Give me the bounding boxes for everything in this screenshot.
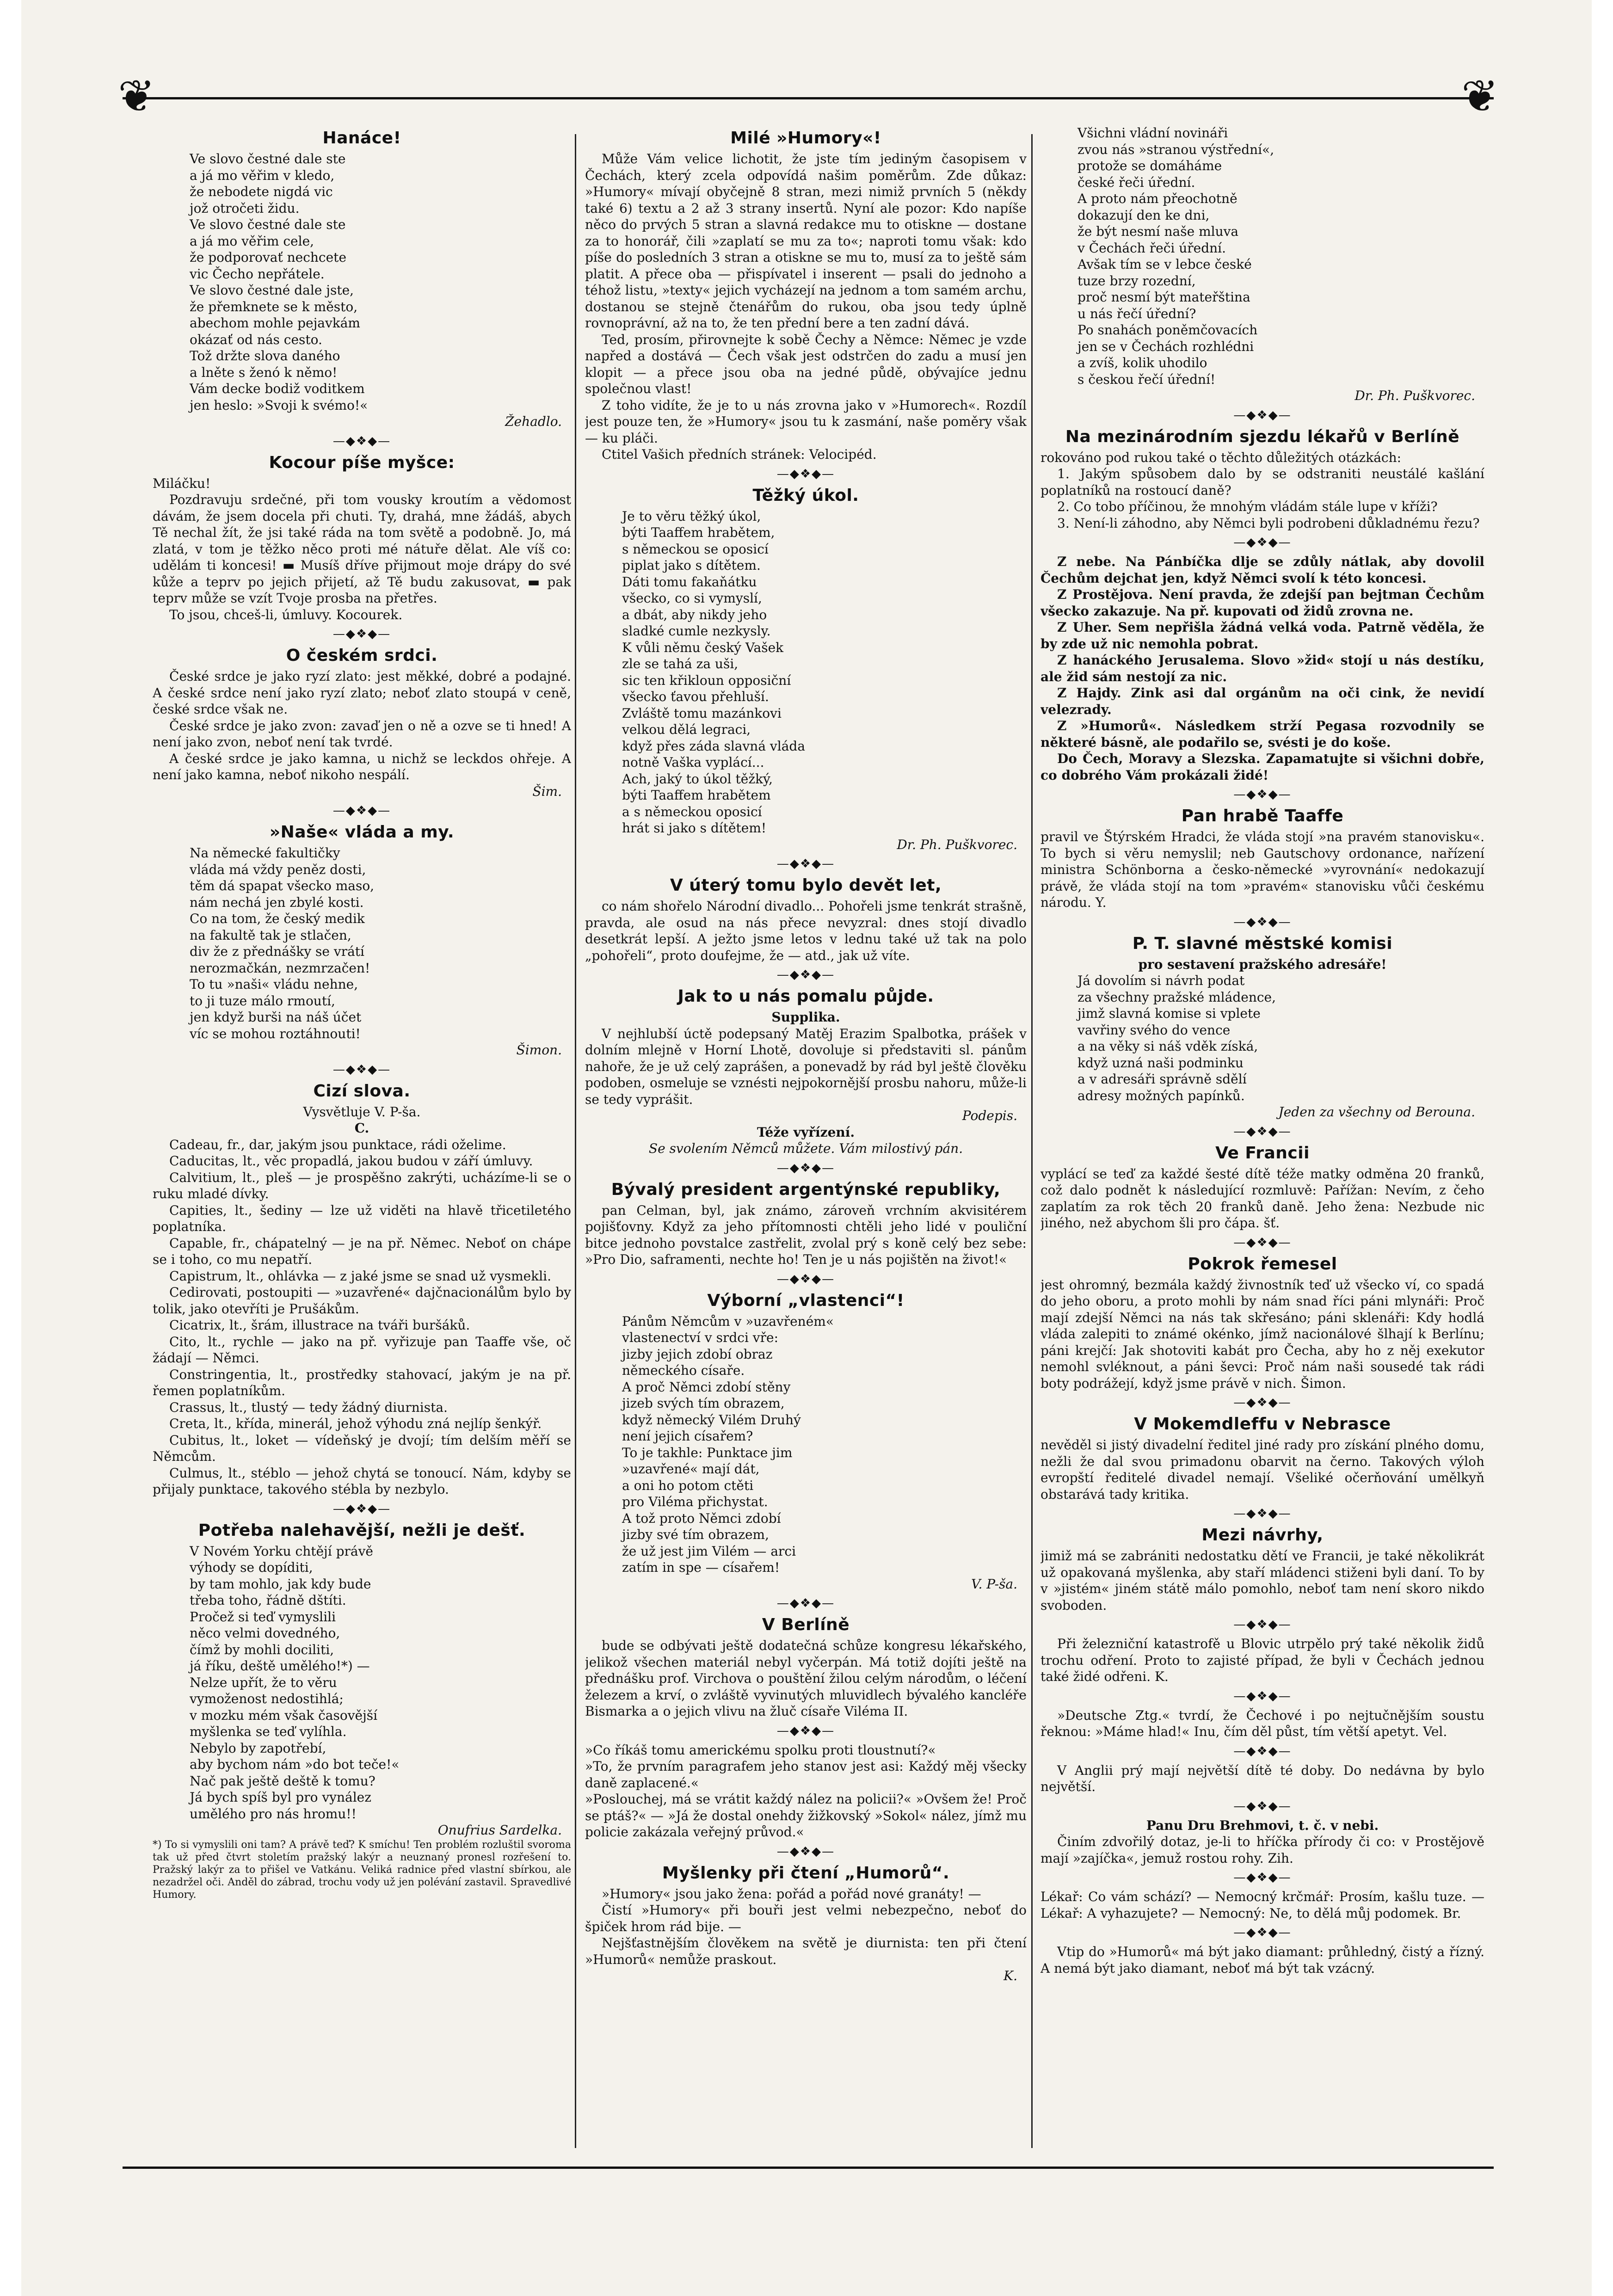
- poem-line: zatím in spe — císařem!: [622, 1560, 780, 1575]
- poem-line: Na německé fakultičky: [190, 845, 340, 861]
- poem-line: sic ten křikloun opposiční: [622, 672, 791, 688]
- section-divider: —◆❖◆—: [1233, 1235, 1292, 1250]
- poem-line: třeba toho, řádně dštíti.: [190, 1593, 346, 1608]
- column-rule-2: [1031, 134, 1033, 2148]
- section-divider: —◆❖◆—: [332, 1502, 391, 1516]
- paragraph: Lékař: Co vám schází? — Nemocný krčmář: Prosím, kašlu tuze. — Lékař: A vyhazujete? — Nemocný: Ne, to dělá můj podomek. Br.: [1040, 1889, 1484, 1921]
- column-middle: [585, 125, 1027, 2136]
- poem-line: vavřiny svého do vence: [1077, 1022, 1231, 1038]
- section-divider: —◆❖◆—: [1233, 788, 1292, 801]
- section-divider: —◆❖◆—: [776, 1272, 835, 1286]
- poem-line: okázať od nás cesto.: [190, 332, 322, 347]
- poem-line: jizeb svých tím obrazem,: [622, 1396, 785, 1411]
- paragraph: A české srdce je jako kamna, u nichž se leckdos ohřeje. A není jako kamna, neboť nikoho nespálí.: [153, 751, 571, 782]
- corner-ornament-right-icon: ❦: [1461, 70, 1499, 122]
- section-divider: —◆❖◆—: [776, 968, 835, 982]
- poem-line: protože se domáháme: [1077, 158, 1222, 173]
- article-headline: Na mezinárodním sjezdu lékařů v Berlíně: [1065, 427, 1460, 446]
- poem-line: víc se mohou roztáhnouti!: [190, 1026, 361, 1041]
- article-headline: Pokrok řemesel: [1188, 1254, 1337, 1274]
- poem-line: hrát si jako s dítětem!: [622, 820, 767, 836]
- footnote: *) To si vymyslili oni tam? A právě teď? K smíchu! Ten problém rozluštil svoroma tak už před čtvrt stoletím pražský lakýr a neuznaný pronesl rozřešení to. Pražský lakýr za to přišel ve Vatkánu. Veliká radnice před vlastní sbírkou, ale nezadržel oči. Anděl do zábrad, trochu vody už jen polévání zastavil. Spravedlivé Humory.: [153, 1839, 571, 1901]
- poem-line: Co na tom, že český medik: [190, 911, 365, 926]
- section-divider: —◆❖◆—: [1233, 408, 1292, 422]
- poem-line: v mozku mém však časovější: [190, 1707, 378, 1723]
- section-divider: —◆❖◆—: [1233, 1396, 1292, 1410]
- paragraph: Cito, lt., rychle — jako na př. vyřizuje pan Taaffe vše, oč žádají — Němci.: [153, 1334, 571, 1366]
- paragraph: 3. Není-li záhodno, aby Němci byli podrobeni důkladnému řezu?: [1057, 515, 1480, 531]
- section-divider: —◆❖◆—: [1233, 1507, 1292, 1520]
- poem-block: [1040, 125, 1484, 388]
- poem-line: by tam mohlo, jak kdy bude: [190, 1576, 371, 1592]
- poem-block: [585, 1313, 1027, 1576]
- paragraph: »Co říkáš tomu americkému spolku proti tloustnutí?«: [585, 1742, 936, 1758]
- paragraph: V Anglii prý mají největší dítě té doby. Do nedávna by bylo největší.: [1040, 1762, 1484, 1794]
- poem-line: v Čechách řeči úřední.: [1077, 240, 1226, 256]
- byline: V. P-ša.: [971, 1576, 1017, 1592]
- paragraph: Může Vám velice lichotit, že jste tím jediným časopisem v Čechách, který zcela odpovídá našim poměrům. Zde důkaz: »Humory« mívají obyčejně 8 stran, mezi nimiž prvních 5 (někdy také 6) textu a 2 až 3 strany insertů. Nyní ale pozor: Kdo napíše něco do prvých 5 stran a slavná redakce mu to otiskne — dostane za to honorář, čili »zaplatí se mu za to«; naproti tomu však: kdo píše do posledních 3 stran a otiskne se mu to, musí za to ještě sám platit. A přece oba — přispívatel i inserent — psali do jednoho a téhož listu, »texty« jejich vycházejí na jednom a tom samém archu, dostanou se stejně čtenářům do rukou, oba jsou tedy úplně rovnoprávní, až na to, že ten přední bere a ten zadní dává.: [585, 151, 1027, 331]
- byline: Onufrius Sardelka.: [437, 1822, 562, 1838]
- section-divider: —◆❖◆—: [1233, 1871, 1292, 1884]
- paragraph: jimiž má se zabrániti nedostatku dětí ve Francii, je také několikrát už opakovaná myšlenka, aby staří mládenci stiženi byli daní. To by v »jistém« jiném státě málo pomohlo, neboť tam není skoro nikdo svoboden.: [1040, 1548, 1484, 1613]
- poem-line: a zvíš, kolik uhodilo: [1077, 355, 1207, 370]
- byline: Žehadlo.: [505, 414, 562, 429]
- paragraph: Constringentia, lt., prostředky stahovací, jakým je na př. řemen poplatníkům.: [153, 1367, 571, 1398]
- paragraph: Capable, fr., chápatelný — je na př. Němec. Neboť on chápe se i toho, co mu nepatří.: [153, 1235, 571, 1267]
- poem-line: a oni ho potom ctěti: [622, 1477, 754, 1493]
- paragraph: nevěděl si jistý divadelní ředitel jiné rady pro získání plného domu, nežli že dal svou primadonu obarvit na černo. Takových výloh evropští ředitelé divadel nemají. Všeliké očerňování umělkyň obstarává tady kritika.: [1040, 1437, 1484, 1502]
- paragraph: »Humory« jsou jako žena: pořád a pořád nové granáty! —: [602, 1886, 981, 1902]
- paragraph: Crassus, lt., tlustý — tedy žádný diurnista.: [169, 1399, 448, 1415]
- byline: Dr. Ph. Puškvorec.: [1354, 388, 1475, 403]
- paragraph: Činím zdvořilý dotaz, je-li to hříčka přírody či co: v Prostějově mají »zajíčka«, jemuž rostou rohy. Zih.: [1040, 1834, 1484, 1866]
- poem-line: německého císaře.: [622, 1363, 745, 1378]
- poem-line: Pročež si teď vymyslili: [190, 1609, 336, 1625]
- poem-line: něco velmi dovedného,: [190, 1625, 340, 1641]
- poem-line: jen se v Čechách rozhlédni: [1077, 339, 1254, 354]
- paragraph: 2. Co tobo příčinou, že mnohým vládám stále lupe v kříži?: [1057, 499, 1438, 514]
- section-divider: —◆❖◆—: [332, 1062, 391, 1077]
- subheading: Supplika.: [771, 1010, 840, 1025]
- poem-line: sladké cumle nezkysly.: [622, 623, 771, 639]
- poem-line: a já mo věřim v kledo,: [190, 167, 335, 183]
- section-divider: —◆❖◆—: [1233, 915, 1292, 929]
- news-brief: Z nebe. Na Pánbíčka dlje se zdůly nátlak, aby dovolil Čechům dejchat jen, když Němci svolí k této koncesi.: [1040, 554, 1484, 586]
- poem-line: Nebylo by zapotřebí,: [190, 1740, 326, 1756]
- poem-line: a já mo věřim cele,: [190, 233, 314, 249]
- paragraph: »Poslouchej, má se vrátit každý nález na policii?« »Ovšem že! Proč se ptáš?« — »Já že dostal onehdy žižkovský »Sokol« nález, jímž mu policie zakázala veřejný průvod.«: [585, 1791, 1027, 1840]
- subheading: Téže vyřízení.: [757, 1124, 855, 1140]
- byline: Šimon.: [516, 1042, 562, 1058]
- subheading: Panu Dru Brehmovi, t. č. v nebi.: [1146, 1817, 1379, 1833]
- paragraph: Nejšťastnějším člověkem na světě je diurnista: ten při čtení »Humorů« nemůže praskout.: [585, 1935, 1027, 1967]
- paragraph: Caducitas, lt., věc propadlá, jakou budou v září úmluvy.: [169, 1153, 533, 1169]
- poem-line: když přes záda slavná vláda: [622, 738, 806, 754]
- poem-line: jizby své tím obrazem,: [622, 1527, 769, 1542]
- paragraph: V nejhlubší úctě podepsaný Matěj Erazim Spalbotka, prášek v dolním mlejně v Horní Lhotě, dovoluje si představiti sl. pánům nahoře, že je už celý zaprášen, a ponevadž by rád byl ještě člověku podoben, osmeluje se vznésti nejpokornější prosbu nahoru, může-li se tedy vyprášit.: [585, 1026, 1027, 1107]
- section-divider: —◆❖◆—: [776, 1844, 835, 1859]
- poem-line: proč nesmí být mateřština: [1077, 289, 1250, 305]
- poem-line: zvou nás »stranou výstřední«,: [1077, 142, 1274, 157]
- poem-line: a lněte s ženó k němo!: [190, 364, 338, 380]
- poem-line: Já bych spíš byl pro vynález: [190, 1790, 371, 1805]
- news-brief: Z »Humorů«. Následkem strží Pegasa rozvodnily se některé básně, ale podařilo se, svésti je do koše.: [1040, 718, 1484, 750]
- poem-line: Já dovolím si návrh podat: [1077, 973, 1245, 988]
- poem-line: dokazují den ke dni,: [1077, 207, 1210, 223]
- poem-line: tuze brzy rozední,: [1077, 273, 1196, 289]
- poem-line: To je takhle: Punktace jim: [622, 1445, 793, 1460]
- poem-line: A proč Němci zdobí stěny: [622, 1379, 791, 1395]
- poem-line: Vám decke bodiž voditkem: [190, 381, 365, 396]
- section-divider: —◆❖◆—: [776, 1596, 835, 1610]
- article-headline: Mezi návrhy,: [1201, 1526, 1324, 1545]
- poem-line: Ve slovo čestné dale ste: [190, 151, 346, 166]
- section-divider: —◆❖◆—: [1233, 1689, 1292, 1703]
- paragraph: Čistí »Humory« při bouři jest velmi nebezpečno, neboť do špiček hrom rád bije. —: [585, 1902, 1027, 1934]
- poem-line: adresy možných papínků.: [1077, 1088, 1245, 1103]
- poem-line: že přemknete se k město,: [190, 299, 358, 314]
- poem-line: Ach, jaký to úkol těžký,: [622, 771, 773, 787]
- article-headline: V úterý tomu bylo devět let,: [670, 876, 942, 895]
- poem-line: Zvláště tomu mazánkovi: [622, 705, 782, 721]
- poem-line: a v adresáři správně sdělí: [1077, 1071, 1247, 1087]
- column-rule-1: [575, 134, 576, 2148]
- paragraph: Při železniční katastrofě u Blovic utrpělo prý také několik židů trochu odření. Proto to zajisté případ, že byli v Čechách jednou také židé odřeni. K.: [1040, 1636, 1484, 1684]
- news-brief: Do Čech, Moravy a Slezska. Zapamatujte si všichni dobře, co dobrého Vám prokázali židé!: [1040, 751, 1484, 783]
- paragraph: To jsou, chceš-li, úmluvy. Kocourek.: [169, 607, 403, 622]
- byline: Dr. Ph. Puškvorec.: [897, 837, 1017, 852]
- paragraph: co nám shořelo Národní divadlo... Pohořeli jsme tenkrát strašně, pravda, ale osud na nás přece nevyzral: dnes stojí divadlo desetkrát lepší. A ježto jsme letos v lednu také už tak na polo „pohořeli“, proto doufejme, že — atd., jak už víte.: [585, 899, 1027, 963]
- section-divider: —◆❖◆—: [776, 857, 835, 871]
- article-headline: O českém srdci.: [286, 646, 438, 665]
- article-headline: Výborní „vlastenci“!: [707, 1291, 905, 1310]
- poem-line: české řeči úřední.: [1077, 174, 1195, 190]
- poem-line: jizby jejich zdobí obraz: [622, 1346, 773, 1362]
- poem-line: to ji tuze málo rmoutí,: [190, 993, 335, 1009]
- poem-line: umělého pro nás hromu!!: [190, 1806, 357, 1822]
- poem-block: [153, 845, 571, 1042]
- paragraph: vyplácí se teď za každé šesté dítě téže matky odměna 20 franků, což dalo podnět k následující rozmluvě: Pařížan: Nevím, z čeho zaplatím za rok těch 20 franků daně. Jeho žena: Nezbude nic jiného, než abychom šli pro čápa. šť.: [1040, 1166, 1484, 1231]
- paragraph: Cubitus, lt., loket — vídeňský je dvojí; tím delším měří se Němcům.: [153, 1432, 571, 1464]
- poem-line: Všichni vládní novináři: [1077, 125, 1228, 141]
- poem-line: a s německou oposicí: [622, 804, 762, 819]
- poem-line: Ve slovo čestné dale ste: [190, 217, 346, 232]
- article-headline: Kocour píše myšce:: [269, 453, 455, 472]
- poem-line: pro Viléma přichystat.: [622, 1494, 768, 1509]
- poem-line: že už jest jim Vilém — arci: [622, 1543, 796, 1559]
- paragraph: 1. Jakým spůsobem dalo by se odstraniti neustálé kašlání poplatníků na rostoucí daně?: [1040, 466, 1484, 498]
- paragraph: Z toho vidíte, že je to u nás zrovna jako v »Humorech«. Rozdíl jest pouze ten, že »Humory« jsou tu k zasmání, naše poměry však — ku pláči.: [585, 397, 1027, 446]
- poem-line: s německou se oposicí: [622, 541, 769, 557]
- poem-line: nerozmačkán, nezmrzačen!: [190, 960, 370, 976]
- poem-line: za všechny pražské mládence,: [1077, 989, 1276, 1005]
- paragraph: České srdce je jako ryzí zlato: jest měkké, dobré a podajné. A české srdce není jako ryzí zlato; neboť zlato stoupá v ceně, české srdce však ne.: [153, 669, 571, 717]
- poem-line: u nás řečí úřední?: [1077, 306, 1196, 321]
- paragraph: Miláčku!: [153, 475, 211, 491]
- news-brief: Z Hajdy. Zink asi dal orgánům na oči cink, že nevidí velezrady.: [1040, 685, 1484, 717]
- section-divider: —◆❖◆—: [1233, 1618, 1292, 1631]
- poem-line: jen heslo: »Svoji k svémo!«: [190, 397, 368, 413]
- poem-line: že podporovať nechcete: [190, 250, 347, 265]
- article-headline: P. T. slavné městské komisi: [1132, 934, 1393, 953]
- paragraph: České srdce je jako zvon: zavaď jen o ně a ozve se ti hned! A není jako zvon, neboť není tak tvrdé.: [153, 718, 571, 750]
- poem-line: abechom mohle pejavkám: [190, 315, 360, 331]
- poem-line: není jejich císařem?: [622, 1428, 753, 1444]
- byline: Šim.: [532, 783, 562, 799]
- page-edge-right: [1592, 0, 1613, 2296]
- poem-line: div že z přednášky se vrátí: [190, 944, 364, 959]
- article-headline: Jak to u nás pomalu půjde.: [677, 987, 934, 1006]
- paragraph: Capities, lt., šediny — lze už viděti na hlavě třicetiletého poplatníka.: [153, 1202, 571, 1234]
- poem-line: Tož držte slova daného: [190, 348, 340, 363]
- paragraph: jest ohromný, bezmála každý živnostník teď už všecko ví, co spadá do jeho oboru, a proto mohli by nám snad říci páni mlynáři: Proč mají zdejší Němci na nás tak skřesáno; páni sklenáři: Kdy hodlá vláda zalepiti to známé okénko, jímž nacionálové šlhají k Berlínu; páni krejčí: Jak shotoviti kabát pro Čecha, aby ho z něj exekutor nemohl svléknout, a páni ševci: Proč nám naši sousedé tak rádi boty podrážejí, když jsme právě v nich. Šimon.: [1040, 1277, 1484, 1391]
- poem-line: já říku, deště umělého!*) —: [190, 1658, 370, 1674]
- paragraph: Vtip do »Humorů« má být jako diamant: průhledný, čistý a řízný. A nemá být jako diamant, neboť má být tak vzácný.: [1040, 1944, 1484, 1976]
- section-divider: —◆❖◆—: [1233, 536, 1292, 549]
- poem-line: Po snahách poněmčovacích: [1077, 322, 1258, 338]
- article-headline: Potřeba nalehavější, nežli je dešť.: [198, 1520, 526, 1540]
- page-edge-left: [0, 0, 21, 2296]
- paragraph: Cadeau, fr., dar, jakým jsou punktace, rádi oželime.: [169, 1137, 506, 1152]
- subtitle: Vysvětluje V. P-ša.: [303, 1104, 421, 1120]
- poem-line: všecko, co si vymyslí,: [622, 591, 762, 606]
- poem-line: notně Vaška vyplácí...: [622, 755, 764, 770]
- poem-line: že být nesmí naše mluva: [1077, 224, 1239, 239]
- column-left: [153, 125, 571, 2136]
- poem-line: V Novém Yorku chtějí právě: [190, 1543, 373, 1559]
- paragraph: Pozdravuju srdečné, při tom vousky kroutím a vědomost dávám, že jsem docela při chuti. Ty, drahá, mne žádáš, abych Tě nechal žít, že jsi také ráda na tom světě a podobně. Jo, má zlatá, v tom je těžko něco proti mé nátuře dělat. Ale víš co: udělám ti koncesi! ▬ Musíš dříve přijmout moje drápy do své kůže a teprv po jejich přijetí, až Tě budu zakusovat, ▬ pak teprv může se vzít Tvoje prosba na přetřes.: [153, 492, 571, 606]
- poem-line: vlastenectví v srdci vře:: [622, 1330, 779, 1345]
- byline: K.: [1004, 1968, 1017, 1983]
- poem-line: myšlenka se teď vylíhla.: [190, 1724, 347, 1739]
- article-headline: »Naše« vláda a my.: [269, 823, 455, 842]
- poem-line: jen když burši na náš účet: [190, 1010, 362, 1025]
- paragraph: Cedirovati, postoupiti — »uzavřené« dajčnacionálům bylo by tolik, jako otevříti je Prušákům.: [153, 1285, 571, 1317]
- poem-line: aby bychom nám »do bot teče!«: [190, 1757, 400, 1772]
- poem-line: zle se tahá za uši,: [622, 656, 739, 671]
- paragraph: Calvitium, lt., pleš — je prospěšno zakrýti, ucházíme-li se o ruku mladé dívky.: [153, 1170, 571, 1201]
- poem-line: Pánům Němcům v »uzavřeném«: [622, 1313, 834, 1329]
- poem-line: Nelze upřít, že to věru: [190, 1674, 337, 1690]
- poem-line: jož otročeti židu.: [190, 200, 300, 216]
- poem-block: [153, 151, 571, 413]
- poem-line: všecko ťavou přehluší.: [622, 689, 769, 704]
- article-headline: Milé »Humory«!: [730, 129, 881, 148]
- news-brief: Z Uher. Sem nepřišla žádná velká voda. Patrně věděla, že by zde už nic nemohla pobrat.: [1040, 620, 1484, 652]
- subheading: C.: [354, 1120, 369, 1136]
- section-divider: —◆❖◆—: [776, 467, 835, 481]
- byline: Podepis.: [962, 1108, 1017, 1123]
- column-right: [1040, 125, 1484, 2136]
- poem-block: [585, 508, 1027, 837]
- section-divider: —◆❖◆—: [776, 1161, 835, 1175]
- paragraph: pan Celman, byl, jak známo, zároveň vrchním akvisitérem pojišťovny. Když za jeho přítomnosti chtěli jeho lidé v pouliční bitce jednoho povstalce zastřelit, zvolal prý s koně celý bez sebe: »Pro Dio, saframenti, nechte ho! Ten je u nás pojištěn na život!«: [585, 1202, 1027, 1267]
- section-divider: —◆❖◆—: [1233, 1926, 1292, 1939]
- section-divider: —◆❖◆—: [332, 627, 391, 641]
- poem-line: býti Taaffem hrabětem: [622, 788, 771, 803]
- poem-line: A proto nám přeochotně: [1077, 191, 1237, 206]
- poem-line: když uzná naši podminku: [1077, 1055, 1244, 1071]
- section-divider: —◆❖◆—: [1233, 1799, 1292, 1813]
- article-headline: Pan hrabě Taaffe: [1181, 806, 1344, 825]
- reply-line: Se svolením Němců můžete. Vám milostivý pán.: [648, 1141, 963, 1156]
- poem-line: jimž slavná komise si vplete: [1077, 1006, 1261, 1021]
- poem-line: čímž by mohli dociliti,: [190, 1642, 334, 1657]
- poem-line: To tu »naši« vládu nehne,: [190, 977, 358, 992]
- paragraph: Ctitel Vašich předních stránek: Velocipéd.: [602, 447, 877, 462]
- paragraph: Cicatrix, lt., šrám, illustrace na tváři buršáků.: [169, 1317, 470, 1333]
- paragraph: »To, že prvním paragrafem jeho stanov jest asi: Každý měj všecky daně zaplacené.«: [585, 1759, 1027, 1791]
- poem-line: býti Taaffem hrabětem,: [622, 525, 775, 540]
- section-divider: —◆❖◆—: [1233, 1744, 1292, 1758]
- poem-line: a dbát, aby nikdy jeho: [622, 607, 767, 622]
- section-divider: —◆❖◆—: [332, 434, 391, 448]
- poem-line: vymoženost nedostihlá;: [190, 1691, 344, 1706]
- news-brief: Z Prostějova. Není pravda, že zdejší pan bejtman Čechům všecko zakazuje. Na př. kupovati od židů zrovna ne.: [1040, 587, 1484, 619]
- section-divider: —◆❖◆—: [332, 804, 391, 818]
- paragraph: »Deutsche Ztg.« tvrdí, že Čechové i po nejtučnějším soustu řeknou: »Máme hlad!« Inu, čím děl půst, tím větší apetyt. Vel.: [1040, 1707, 1484, 1739]
- poem-line: těm dá spapat všecko maso,: [190, 878, 375, 893]
- poem-line: Nač pak ještě deště k tomu?: [190, 1773, 376, 1789]
- corner-ornament-left-icon: ❦: [118, 70, 155, 122]
- poem-line: když německý Vilém Druhý: [622, 1412, 801, 1428]
- poem-block: [153, 1543, 571, 1822]
- article-headline: Bývalý president argentýnské republiky,: [611, 1180, 1001, 1199]
- article-headline: V Mokemdleffu v Nebrasce: [1134, 1415, 1391, 1434]
- poem-block: [1040, 973, 1484, 1104]
- poem-line: s českou řečí úřední!: [1077, 371, 1216, 387]
- section-divider: —◆❖◆—: [776, 1724, 835, 1738]
- section-divider: —◆❖◆—: [1233, 1124, 1292, 1139]
- poem-line: vláda má vždy peněz dosti,: [190, 862, 366, 877]
- article-headline: Hanáce!: [322, 129, 401, 148]
- poem-line: piplat jako s dítětem.: [622, 558, 761, 573]
- poem-line: A tož proto Němci zdobí: [622, 1510, 781, 1526]
- paragraph: Ted, prosím, přirovnejte k sobě Čechy a Němce: Němec je vzde napřed a dostává — Čech však jest odstrčen do zadu a musí jen klopit — a přece jsou oba na jedné půdě, obývajíce jednu společnou vlast!: [585, 332, 1027, 396]
- article-headline: Ve Francii: [1215, 1143, 1310, 1163]
- poem-line: »uzavřené« mají dát,: [622, 1461, 760, 1477]
- article-headline: Myšlenky při čtení „Humorů“.: [662, 1863, 950, 1883]
- paragraph: Culmus, lt., stéblo — jehož chytá se tonoucí. Nám, kdyby se přijaly punktace, takového stébla by nezbylo.: [153, 1465, 571, 1497]
- paragraph: bude se odbývati ještě dodatečná schůze kongresu lékařského, jelikož všechen materiál nebyl vyčerpán. Má totiž dojíti ještě na přednášku prof. Virchova o pouštění žilou celým národům, o léčení železem a krví, o zvláště vyvinutých mluvidlech bývalého kancléře Bismarka a o jejich vlivu na žluč císaře Viléma II.: [585, 1638, 1027, 1719]
- poem-line: nám nechá jen zbylé kosti.: [190, 894, 364, 910]
- article-headline: Těžký úkol.: [752, 486, 859, 505]
- article-headline: V Berlíně: [762, 1615, 850, 1634]
- poem-line: že nebodete nigdá vic: [190, 184, 333, 199]
- poem-line: velkou dělá legraci,: [622, 722, 751, 737]
- article-headline: Cizí slova.: [313, 1081, 411, 1101]
- news-brief: Z hanáckého Jerusalema. Slovo »žid« stojí u nás destíku, ale žid sám nestojí za nic.: [1040, 652, 1484, 684]
- byline: Jeden za všechny od Berouna.: [1278, 1104, 1475, 1120]
- subheading: pro sestavení pražského adresáře!: [1138, 956, 1387, 972]
- paragraph: rokováno pod rukou také o těchto důležitých otázkách:: [1040, 449, 1402, 465]
- poem-line: vic Čecho nepřátele.: [190, 266, 325, 282]
- paragraph: pravil ve Štýrském Hradci, že vláda stojí »na pravém stanovisku«. To bych si věru nemyslil; neb Gautschovy ordonance, nařízení ministra Schönborna a česko-německé »vyrovnání« nedokazují právě, že vláda stojí na tom »pravém« stanovisku vůči českému národu. Y.: [1040, 829, 1484, 910]
- poem-line: a na věky si náš vděk získá,: [1077, 1039, 1258, 1054]
- poem-line: Dáti tomu fakaňátku: [622, 574, 757, 590]
- poem-line: Avšak tím se v lebce české: [1077, 257, 1252, 272]
- paragraph: Creta, lt., křída, minerál, jehož výhodu zná nejlíp šenkýř.: [169, 1416, 542, 1431]
- poem-line: Ve slovo čestné dale jste,: [190, 283, 354, 298]
- poem-line: výhody se dopíditi,: [190, 1560, 313, 1575]
- poem-line: na fakultě tak je stlačen,: [190, 927, 351, 943]
- poem-line: Je to věru těžký úkol,: [622, 508, 761, 524]
- paragraph: Capistrum, lt., ohlávka — z jaké jsme se snad už vysmekli.: [169, 1268, 551, 1284]
- poem-line: K vůli němu český Vašek: [622, 640, 784, 655]
